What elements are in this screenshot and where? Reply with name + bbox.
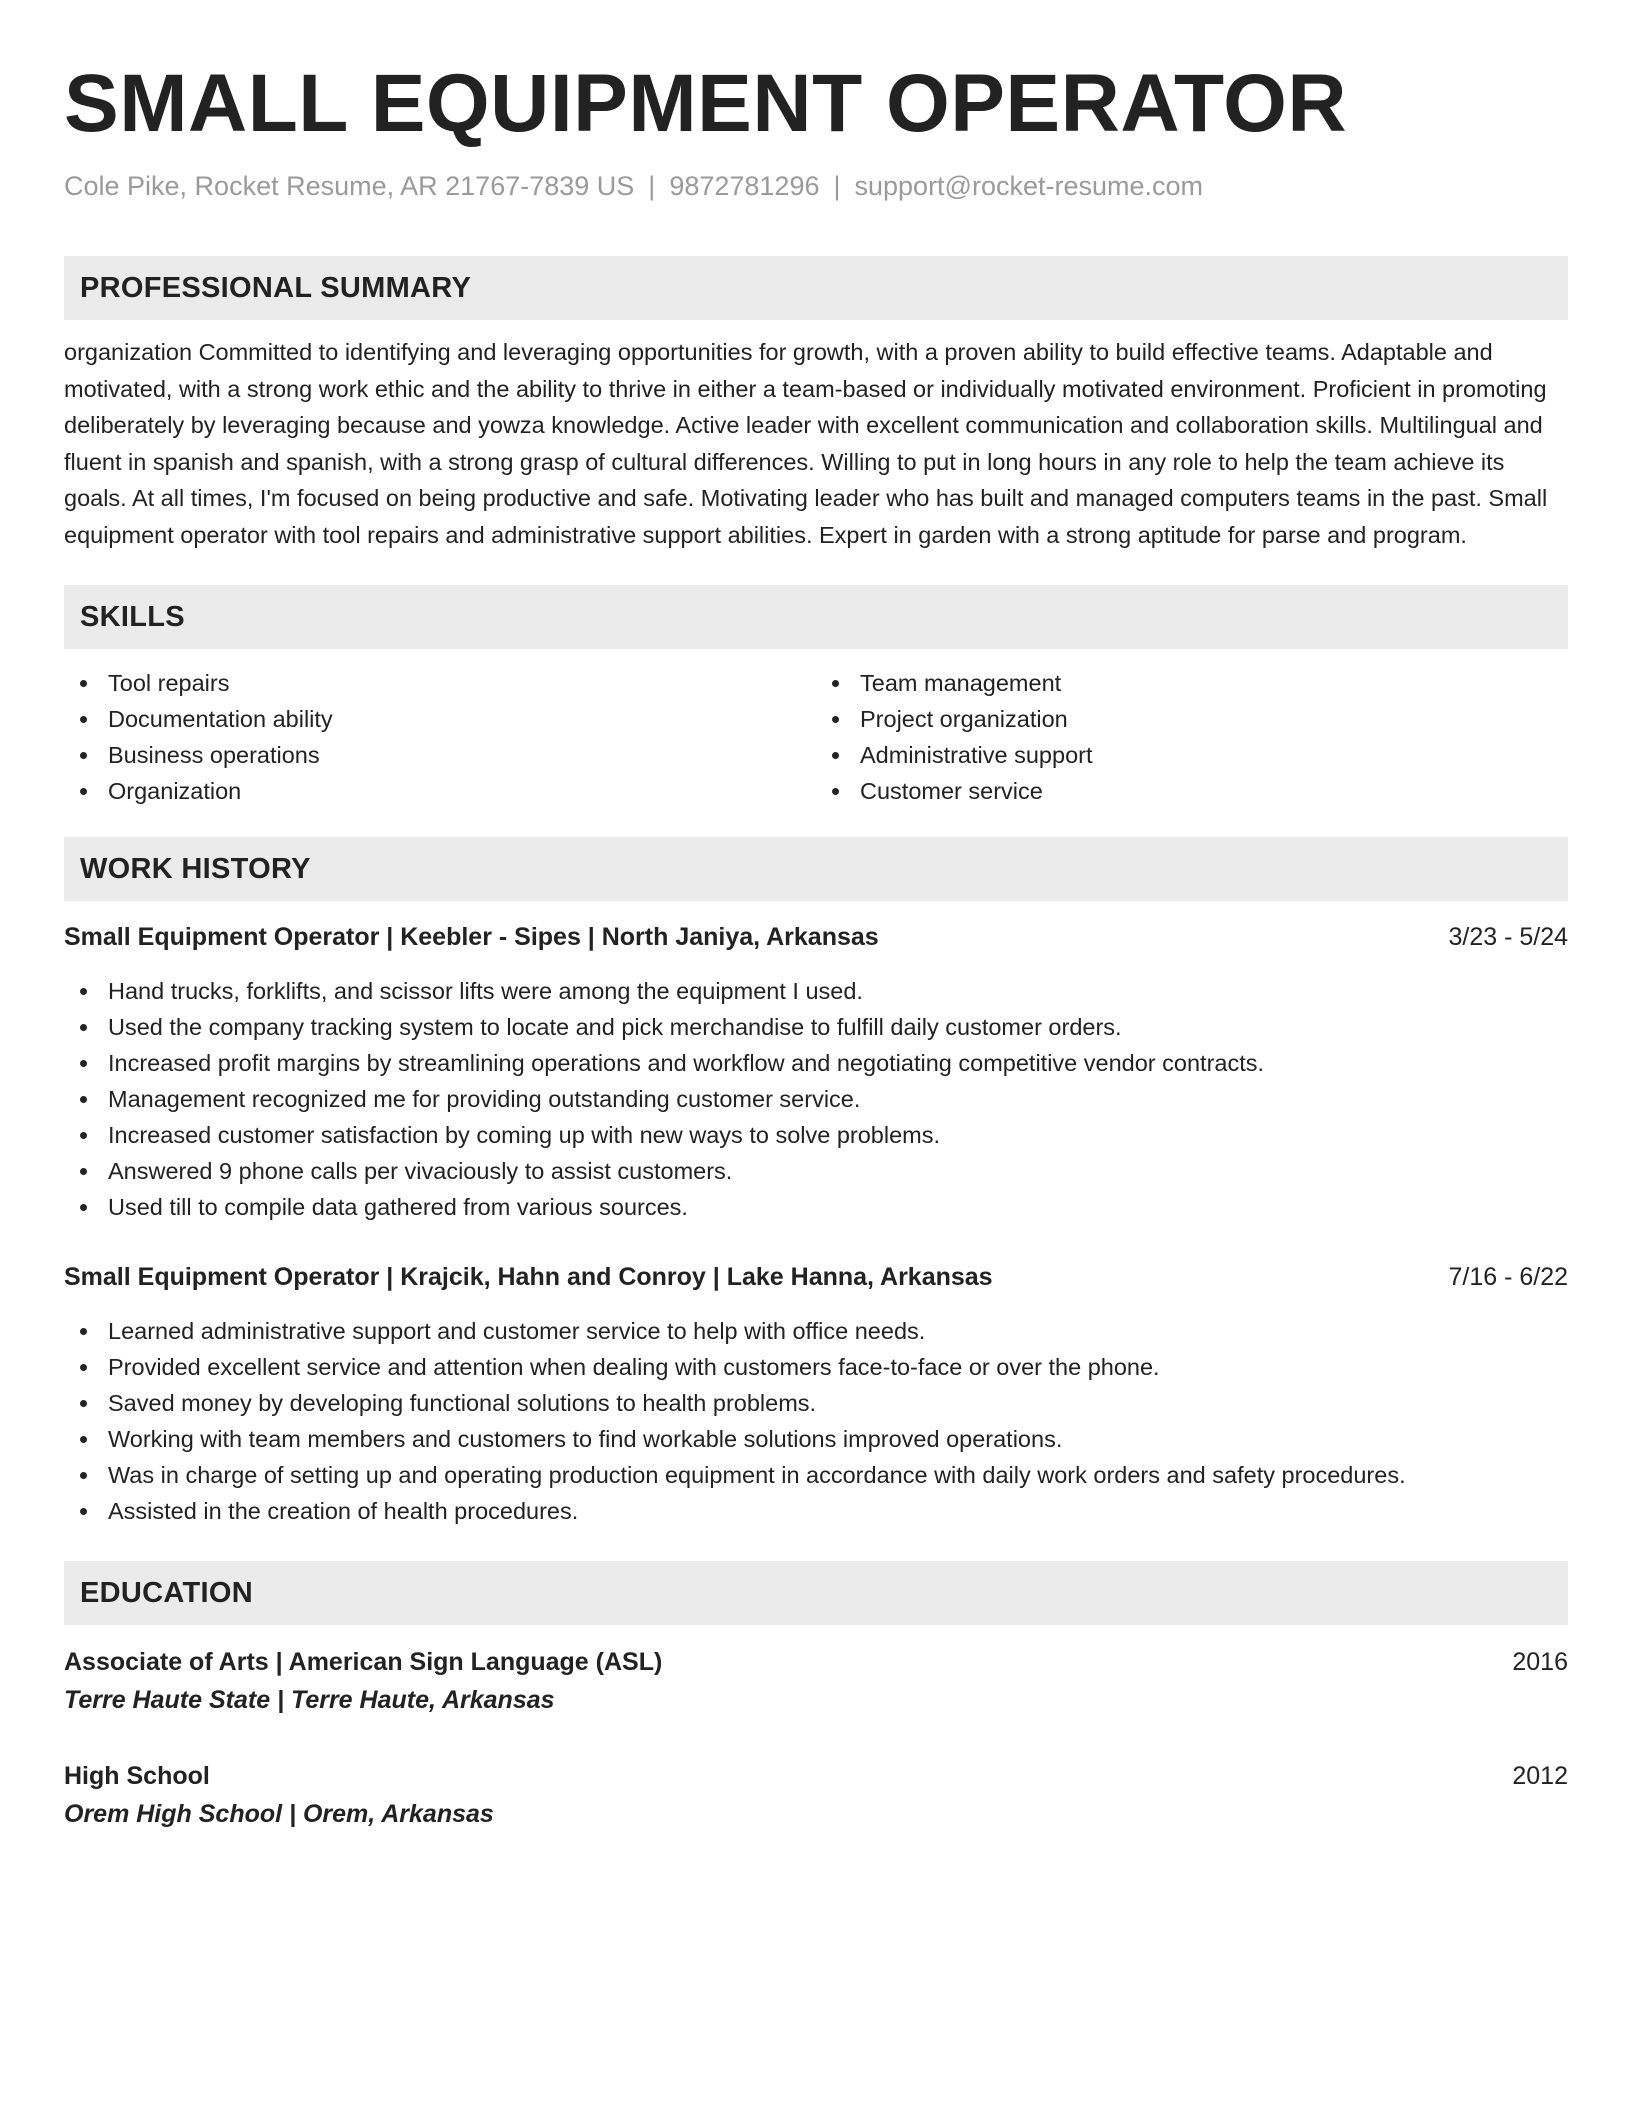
job-heading-row bbox=[64, 1259, 1568, 1295]
education-entry bbox=[64, 1757, 1568, 1833]
job-bullet: Working with team members and customers to find workable solutions improved operations. bbox=[64, 1421, 1568, 1457]
job-bullet: Answered 9 phone calls per vivaciously to assist customers. bbox=[64, 1153, 1568, 1189]
job-heading: Small Equipment Operator | Krajcik, Hahn and Conroy | Lake Hanna, Arkansas bbox=[64, 1263, 993, 1291]
summary-text: organization Committed to identifying and leveraging opportunities for growth, with a proven ability to build effective teams. Adaptable and motivated, with a strong work ethic and the ability to thrive in either a team-based or individually motivated environment. Proficient in promoting deliberately by leveraging because and yowza knowledge. Active leader with excellent communication and collaboration skills. Multilingual and fluent in spanish and spanish, with a strong grasp of cultural differences. Willing to put in long hours in any role to help the team achieve its goals. At all times, I'm focused on being productive and safe. Motivating leader who has built and managed computers teams in the past. Small equipment operator with tool repairs and administrative support abilities. Expert in garden with a strong aptitude for parse and program. bbox=[64, 339, 1548, 548]
section-header-skills: SKILLS bbox=[64, 585, 1568, 649]
skill-item: Team management bbox=[816, 665, 1568, 701]
contact-separator: | bbox=[833, 171, 841, 201]
education-school: Orem High School | Orem, Arkansas bbox=[64, 1800, 494, 1828]
contact-phone: 9872781296 bbox=[669, 171, 820, 201]
section-header-education: EDUCATION bbox=[64, 1561, 1568, 1625]
job-bullet: Assisted in the creation of health procedures. bbox=[64, 1493, 1568, 1529]
job-bullet: Saved money by developing functional solutions to health problems. bbox=[64, 1385, 1568, 1421]
job-bullets bbox=[64, 1313, 1568, 1529]
education-degree: High School bbox=[64, 1762, 210, 1790]
education-school: Terre Haute State | Terre Haute, Arkansas bbox=[64, 1686, 555, 1714]
contact-line bbox=[64, 168, 1568, 204]
job-bullet: Increased customer satisfaction by coming up with new ways to solve problems. bbox=[64, 1117, 1568, 1153]
job-heading-row bbox=[64, 919, 1568, 955]
skills-column-right bbox=[816, 665, 1568, 809]
education-year: 2012 bbox=[1512, 1762, 1568, 1790]
job-dates: 7/16 - 6/22 bbox=[1448, 1263, 1568, 1291]
job-heading: Small Equipment Operator | Keebler - Sipes | North Janiya, Arkansas bbox=[64, 923, 879, 951]
skill-item: Documentation ability bbox=[64, 701, 816, 737]
education-heading-row bbox=[64, 1643, 1568, 1681]
education-year: 2016 bbox=[1512, 1648, 1568, 1676]
section-header-work-history: WORK HISTORY bbox=[64, 837, 1568, 901]
skill-item: Administrative support bbox=[816, 737, 1568, 773]
job-bullet: Hand trucks, forklifts, and scissor lifts were among the equipment I used. bbox=[64, 973, 1568, 1009]
contact-email: support@rocket-resume.com bbox=[854, 171, 1204, 201]
skill-item: Project organization bbox=[816, 701, 1568, 737]
job-bullet: Used the company tracking system to locate and pick merchandise to fulfill daily customer orders. bbox=[64, 1009, 1568, 1045]
job-bullet: Provided excellent service and attention when dealing with customers face-to-face or over the phone. bbox=[64, 1349, 1568, 1385]
education-degree: Associate of Arts | American Sign Language (ASL) bbox=[64, 1648, 663, 1676]
skill-item: Tool repairs bbox=[64, 665, 816, 701]
job-bullet: Learned administrative support and customer service to help with office needs. bbox=[64, 1313, 1568, 1349]
job-bullets bbox=[64, 973, 1568, 1225]
job-dates: 3/23 - 5/24 bbox=[1448, 923, 1568, 951]
job-bullet: Management recognized me for providing outstanding customer service. bbox=[64, 1081, 1568, 1117]
job-entry bbox=[64, 1259, 1568, 1529]
skill-item: Business operations bbox=[64, 737, 816, 773]
skills-grid bbox=[64, 665, 1568, 809]
skills-column-left bbox=[64, 665, 816, 809]
contact-separator: | bbox=[648, 171, 656, 201]
job-bullet: Used till to compile data gathered from various sources. bbox=[64, 1189, 1568, 1225]
education-entry bbox=[64, 1643, 1568, 1719]
job-bullet: Increased profit margins by streamlining operations and workflow and negotiating competitive vendor contracts. bbox=[64, 1045, 1568, 1081]
job-bullet: Was in charge of setting up and operating production equipment in accordance with daily work orders and safety procedures. bbox=[64, 1457, 1568, 1493]
contact-address: Cole Pike, Rocket Resume, AR 21767-7839 US bbox=[64, 171, 635, 201]
job-entry bbox=[64, 919, 1568, 1225]
skill-item: Organization bbox=[64, 773, 816, 809]
skill-item: Customer service bbox=[816, 773, 1568, 809]
section-header-summary: PROFESSIONAL SUMMARY bbox=[64, 256, 1568, 320]
resume-name: SMALL EQUIPMENT OPERATOR bbox=[64, 58, 1348, 149]
education-heading-row bbox=[64, 1757, 1568, 1795]
